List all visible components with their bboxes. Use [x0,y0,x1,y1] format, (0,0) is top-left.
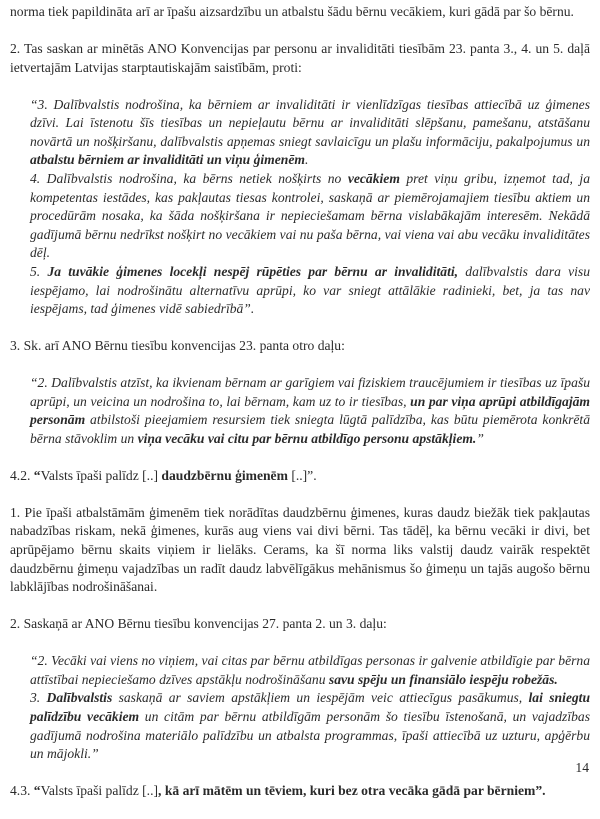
text-run: Valsts īpaši palīdz [..] [40,467,162,483]
document-page [10,3,590,819]
text-run: 3. Sk. arī ANO Bērnu tiesību konvencijas 23. panta otro daļu: [10,338,345,354]
text-run: atbilstoši pieejamiem resursiem tiek sniegta lūgtā palīdzība, kas būtu piemērota konkrētā bērna stāvoklim un [30,412,590,446]
text-run: un citām par bērnu atbildīgām personām šo tiesību īstenošanā, un vajadzības gadījumā nodrošina materiālo palīdzību un atbalsta programmas, īpaši attiecībā uz uzturu, apģērbu un mājokli.” [30,708,590,762]
quote-disability-convention [30,96,590,319]
emphasis-run: atbalstu bērniem ar invaliditāti un viņu ģimenēm [30,152,305,168]
text-run: 4.2. [10,467,34,483]
text-run: 2. Tas saskan ar minētās ANO Konvencijas par personu ar invaliditāti tiesībām 23. panta 3., 4. un 5. daļā ietvertajām Latvijas starptautiskajām saistībām, proti: [10,40,590,75]
paragraph-2-disability-convention [10,40,590,77]
quote-item-4 [30,170,590,263]
quote-item-2 [30,374,590,448]
text-run: pret viņu gribu, izņemot tad, ja kompetentas iestādes, kas pakļautas tiesas kontrolei, saskaņā ar piemērojamajiem tiesību aktiem un procedūrām nosaka, ka šāda nošķiršana ir nepieciešamam bērna vislabākajām interesēm. Nekādā gadījumā bērnu nedrīkst nošķirt no vecākiem vai nu paša bērna, vai viena vai abu vecāku invaliditātes dēļ. [30,170,590,261]
text-run: 5. [30,263,48,279]
text-run: dalībvalstis dara visu iespējamo, lai nodrošinātu alternatīvu aprūpi, ko var sniegt attālākie radinieki, bet, ja tas nav iespējams, tad ģimenes vidē sabiedrībā”. [30,263,591,317]
emphasis-run: Dalībvalstis [46,690,113,706]
text-run: 1. Pie īpaši atbalstāmām ģimenēm tiek norādītas daudzbērnu ģimenes, kuras daudz biežāk tiek pakļautas nabadzības riskam, nekā ģimenes, kurās aug viens vai divi bērni. Tas tādēļ, ka bērnu vecāki ir divi, bet aprūpējamo bērnu skaits viņiem ir lielāks. Cerams, ka šī norma liks valstij daudz vairāk respektēt daudzbērnu ģimeņu vajadzības un radīt daudz labvēlīgākus mehānismus šo ģimeņu un tajās augošo bērnu labklājības nodrošināšanai. [10,504,590,595]
paragraph-intro-continuation [10,3,590,22]
text-run: 4.3. [10,783,34,799]
text-run: “2. Vecāki vai viens no viņiem, vai citas par bērnu atbildīgas personas ir galvenie atbildīgie par bērna attīstībai nepieciešamo dzīves apstākļu nodrošināšanu [30,653,590,687]
emphasis-run: Ja tuvākie ģimenes locekļi nespēj rūpēties par bērnu ar invaliditāti, [47,263,459,279]
text-run: 2. Saskaņā ar ANO Bērnu tiesību konvencijas 27. panta 2. un 3. daļu: [10,616,387,632]
text-run: 3. [30,690,47,706]
quote-child-rights-23 [30,374,590,448]
paragraph-2-child-rights-27 [10,615,590,634]
quote-item-2 [30,652,590,689]
emphasis-run: viņa vecāku vai citu par bērnu atbildīgo personu apstākļiem. [137,430,477,446]
text-run: norma tiek papildināta arī ar īpašu aizsardzību un atbalstu šādu bērnu vecākiem, kuri gādā par šo bērnu. [10,4,574,19]
quote-item-3 [30,689,590,763]
text-run: [..]”. [287,467,317,483]
emphasis-run: “ [33,467,41,483]
emphasis-run: un par viņa aprūpi atbildīgajām personām [30,393,591,428]
text-run: Valsts īpaši palīdz [..] [40,783,159,799]
text-run: saskaņā ar saviem apstākļiem un iespējām veic attiecīgus pasākumus, [112,690,529,706]
page-number: 14 [575,760,589,775]
text-run: “3. Dalībvalstis nodrošina, ka bērniem ar invaliditāti ir vienlīdzīgas tiesības attiecībā uz ģimenes dzīvi. Lai īstenotu šīs tiesības un nepieļautu bērnu ar invaliditāti slēpšanu, pamešanu, atstāšanu novārtā un nošķiršanu, dalībvalstis apņemas sniegt savlaicīgu un plašu informāciju, pakalpojumus un [30,96,590,149]
paragraph-large-families [10,504,590,597]
emphasis-run: , kā arī mātēm un tēviem, kuri bez otra vecāka gādā par bērniem”. [158,783,546,799]
emphasis-run: lai sniegtu palīdzību vecākiem [30,690,591,724]
emphasis-run: vecākiem [347,170,400,186]
section-heading-4-2 [10,467,590,486]
text-run: “2. Dalībvalstis atzīst, ka ikvienam bērnam ar garīgiem vai fiziskiem traucējumiem ir tiesības uz īpašu aprūpi, un veicina un nodrošina to, lai bērnam, kam uz to ir tiesības, [30,375,590,409]
quote-item-5 [30,263,590,319]
text-run: . [304,152,309,168]
emphasis-run: “ [33,783,41,799]
quote-item-3 [30,96,590,170]
text-run: ” [476,430,484,446]
text-run: 4. Dalībvalstis nodrošina, ka bērns netiek nošķirts no [30,170,348,186]
section-heading-4-3 [10,782,590,801]
emphasis-run: savu spēju un finansiālo iespēju robežās. [328,671,558,687]
quote-child-rights-27 [30,652,590,764]
paragraph-3-child-rights [10,337,590,356]
emphasis-run: daudzbērnu ģimenēm [161,467,288,483]
